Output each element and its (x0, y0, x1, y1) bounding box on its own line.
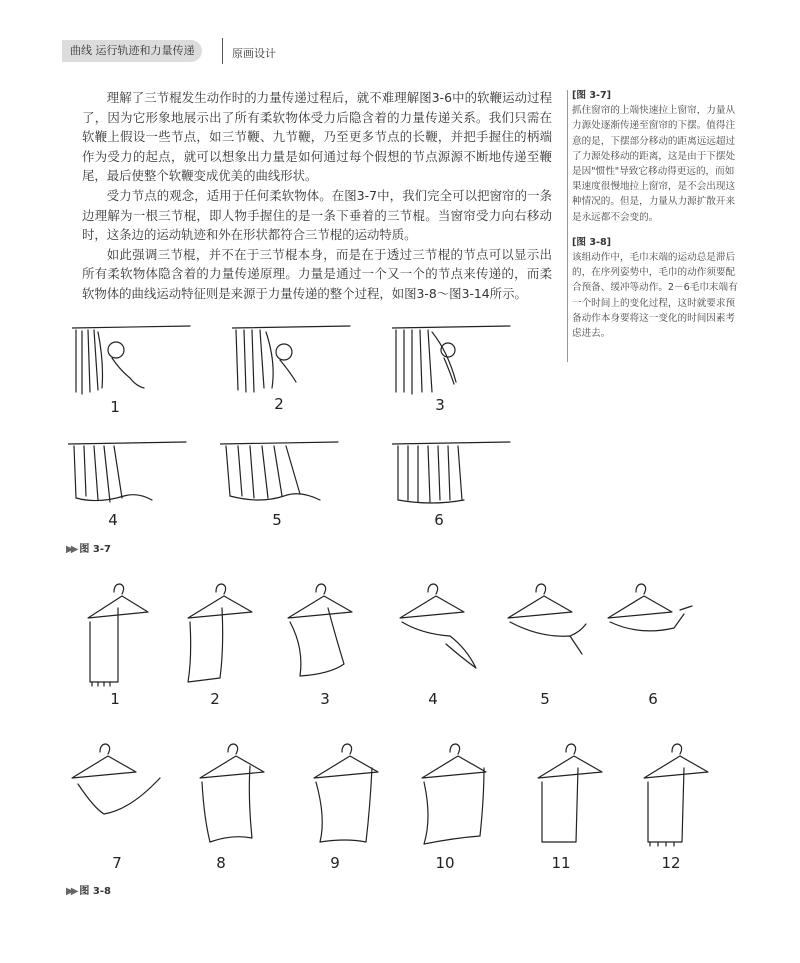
towel-frame-number: 6 (648, 690, 658, 708)
towel-frame-number: 4 (428, 690, 438, 708)
towel-frame-number: 12 (661, 854, 681, 872)
towel-frame-2-sketch (180, 578, 260, 688)
paragraph-3: 如此强调三节棍，并不在于三节棍本身，而是在于透过三节棍的节点可以显示出所有柔软物体隐含着的力量传递原理。力量是通过一个又一个的节点来传递的，而柔软物体的曲线运动特征则是来源于力量传递的整个过程，如图3-8～图3-14所示。 (82, 246, 552, 301)
towel-frame-number: 10 (435, 854, 455, 872)
towel-frame-8-sketch (192, 738, 282, 848)
towel-frame-12-sketch (636, 738, 726, 848)
towel-frame-number: 2 (210, 690, 220, 708)
note-fig-3-8 (572, 235, 740, 341)
towel-frame-number: 11 (551, 854, 571, 872)
chapter-tab: 曲线 运行轨迹和力量传递 (62, 40, 202, 62)
note-text: 抓住窗帘的上端快速拉上窗帘，力量从力源处逐渐传递至窗帘的下摆。值得注意的是，下摆部分移动的距离远远超过了力源处移动的距离，这是由于下摆处是因"惯性"导致它移动得更远的，而如果速度很慢地拉上窗帘，是不会出现这种情况的。但是，力量从力源扩散开来是永远都不会变的。 (572, 105, 736, 223)
note-text: 该组动作中，毛巾末端的运动总是滞后的，在序列姿势中，毛巾的动作须要配合预备、缓冲等动作。2－6毛巾末端有一个时间上的变化过程，这时就要求预备动作本身要将这一变化的时间因素考虑进去。 (572, 252, 738, 340)
figure-3-8-label (66, 882, 111, 897)
towel-frame-1-sketch (78, 578, 158, 688)
body-text (82, 88, 552, 304)
figure-arrow-icon: ▶▶ (66, 886, 76, 897)
towel-frame-10-sketch (414, 738, 504, 848)
curtain-frame-number: 1 (110, 398, 120, 416)
towel-frame-number: 1 (110, 690, 120, 708)
curtain-frame-number: 3 (435, 396, 445, 414)
curtain-frame-5-sketch (220, 438, 340, 513)
figure-3-7-label (66, 540, 111, 555)
figure-caption: 图 3-7 (79, 544, 111, 555)
paragraph-1: 理解了三节棍发生动作时的力量传递过程后，就不难理解图3-6中的软鞭运动过程了，因为它形象地展示出了所有柔软物体受力后隐含着的力量传递关系。我们只需在软鞭上假设一些节点，如三节鞭、九节鞭，乃至更多节点的长鞭，并把手握住的柄端作为受力的起点，就可以想象出力量是如何通过每个假想的节点源源不断地传递至鞭尾，最后使整个软鞭变成优美的曲线形状。 (82, 90, 552, 184)
towel-frame-number: 7 (112, 854, 122, 872)
towel-frame-number: 9 (330, 854, 340, 872)
curtain-frame-1-sketch (72, 322, 192, 400)
towel-frame-5-sketch (500, 578, 600, 688)
curtain-frame-number: 2 (274, 395, 284, 413)
curtain-frame-number: 4 (108, 511, 118, 529)
towel-frame-11-sketch (530, 738, 620, 848)
sidebar-rule (567, 90, 568, 362)
towel-frame-4-sketch (392, 578, 492, 688)
towel-frame-6-sketch (600, 578, 700, 688)
curtain-frame-number: 6 (434, 511, 444, 529)
towel-frame-number: 3 (320, 690, 330, 708)
towel-frame-7-sketch (64, 738, 174, 848)
curtain-frame-2-sketch (232, 322, 352, 400)
towel-frame-9-sketch (306, 738, 396, 848)
sidebar-notes (572, 88, 740, 351)
section-title: 原画设计 (232, 47, 276, 60)
towel-frame-number: 8 (216, 854, 226, 872)
paragraph-2: 受力节点的观念，适用于任何柔软物体。在图3-7中，我们完全可以把窗帘的一条边理解为一根三节棍，即人物手握住的是一条下垂着的三节棍。当窗帘受力向右移动时，这条边的运动轨迹和外在形状都符合三节棍的运动特质。 (82, 187, 552, 243)
note-fig-3-7 (572, 88, 740, 225)
figure-caption: 图 3-8 (79, 886, 111, 897)
curtain-frame-number: 5 (272, 511, 282, 529)
note-title: [图 3-8] (572, 236, 612, 248)
curtain-frame-6-sketch (392, 438, 512, 513)
curtain-frame-4-sketch (68, 438, 188, 513)
towel-frame-number: 5 (540, 690, 550, 708)
curtain-frame-3-sketch (392, 322, 512, 400)
header-divider (222, 38, 223, 64)
note-title: [图 3-7] (572, 90, 612, 101)
towel-frame-3-sketch (280, 578, 370, 688)
figure-arrow-icon: ▶▶ (66, 544, 76, 555)
